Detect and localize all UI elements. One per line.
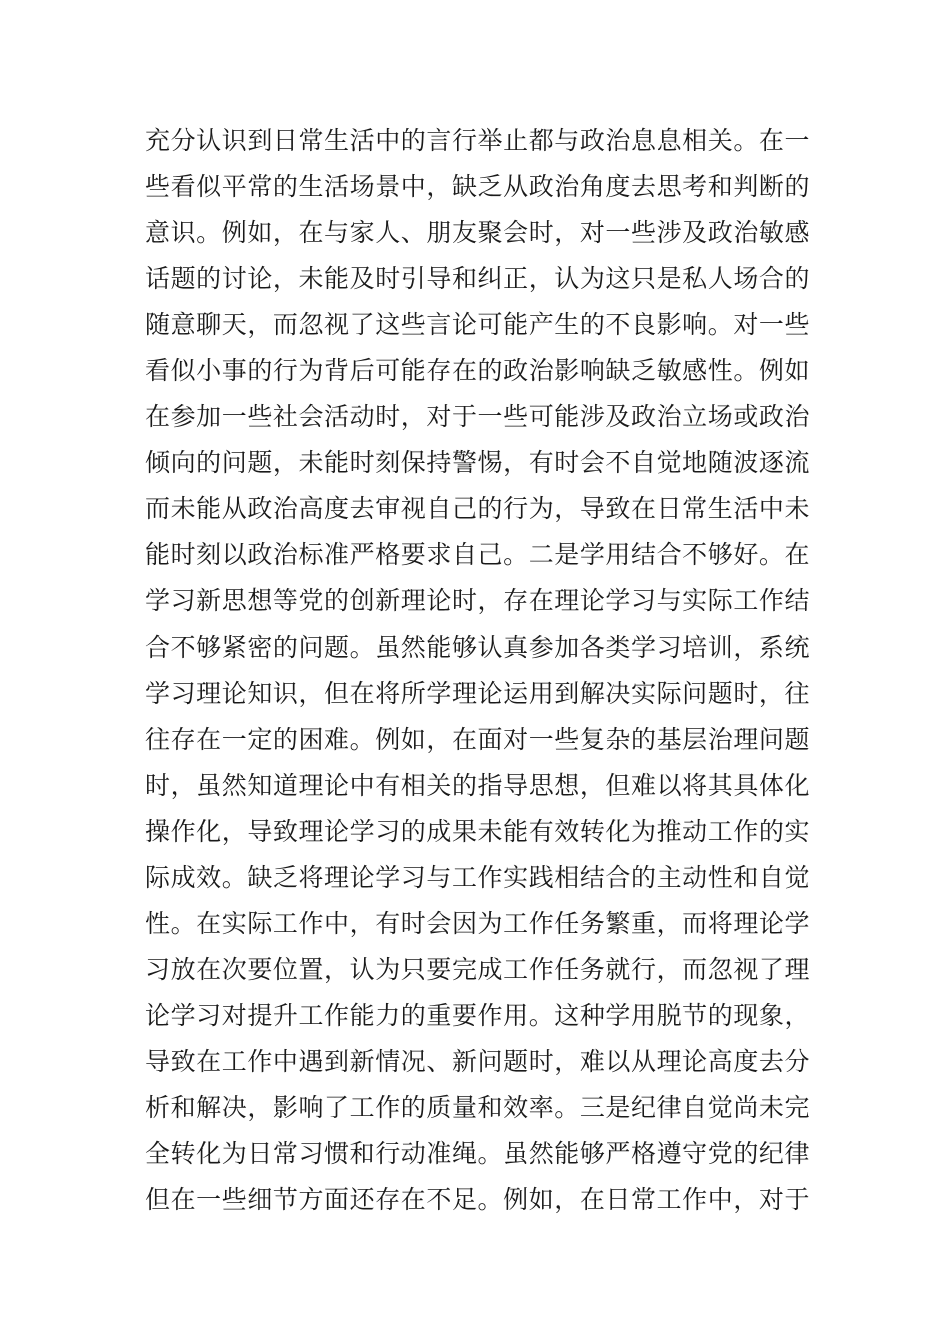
text-line: 全转化为日常习惯和行动准绳。虽然能够严格遵守党的纪律 xyxy=(145,1139,810,1169)
body-text xyxy=(145,118,810,1223)
text-line: 话题的讨论，未能及时引导和纠正，认为这只是私人场合的 xyxy=(145,264,810,294)
text-line: 时，虽然知道理论中有相关的指导思想，但难以将其具体化 xyxy=(145,770,810,800)
text-line: 操作化，导致理论学习的成果未能有效转化为推动工作的实 xyxy=(145,816,810,846)
text-line: 倾向的问题，未能时刻保持警惕，有时会不自觉地随波逐流 xyxy=(145,448,810,478)
text-line: 能时刻以政治标准严格要求自己。二是学用结合不够好。在 xyxy=(145,540,810,570)
text-line: 际成效。缺乏将理论学习与工作实践相结合的主动性和自觉 xyxy=(145,862,810,892)
text-line: 但在一些细节方面还存在不足。例如，在日常工作中，对于 xyxy=(145,1185,810,1215)
text-line: 论学习对提升工作能力的重要作用。这种学用脱节的现象， xyxy=(145,1000,810,1030)
text-line: 合不够紧密的问题。虽然能够认真参加各类学习培训，系统 xyxy=(145,632,810,662)
text-line: 而未能从政治高度去审视自己的行为，导致在日常生活中未 xyxy=(145,494,810,524)
text-line: 在参加一些社会活动时，对于一些可能涉及政治立场或政治 xyxy=(145,402,810,432)
text-line: 充分认识到日常生活中的言行举止都与政治息息相关。在一 xyxy=(145,126,810,155)
text-line: 学习新思想等党的创新理论时，存在理论学习与实际工作结 xyxy=(145,586,810,616)
text-line: 导致在工作中遇到新情况、新问题时，难以从理论高度去分 xyxy=(145,1046,810,1076)
text-line: 意识。例如，在与家人、朋友聚会时，对一些涉及政治敏感 xyxy=(145,218,810,248)
text-line: 学习理论知识，但在将所学理论运用到解决实际问题时，往 xyxy=(145,678,810,708)
text-line: 些看似平常的生活场景中，缺乏从政治角度去思考和判断的 xyxy=(145,172,810,202)
text-line: 看似小事的行为背后可能存在的政治影响缺乏敏感性。例如 xyxy=(145,356,810,386)
text-line: 习放在次要位置，认为只要完成工作任务就行，而忽视了理 xyxy=(145,954,810,984)
text-line: 析和解决，影响了工作的质量和效率。三是纪律自觉尚未完 xyxy=(145,1092,810,1122)
text-line: 随意聊天，而忽视了这些言论可能产生的不良影响。对一些 xyxy=(145,310,810,340)
text-line: 性。在实际工作中，有时会因为工作任务繁重，而将理论学 xyxy=(145,908,810,938)
text-line: 往存在一定的困难。例如，在面对一些复杂的基层治理问题 xyxy=(145,724,810,754)
